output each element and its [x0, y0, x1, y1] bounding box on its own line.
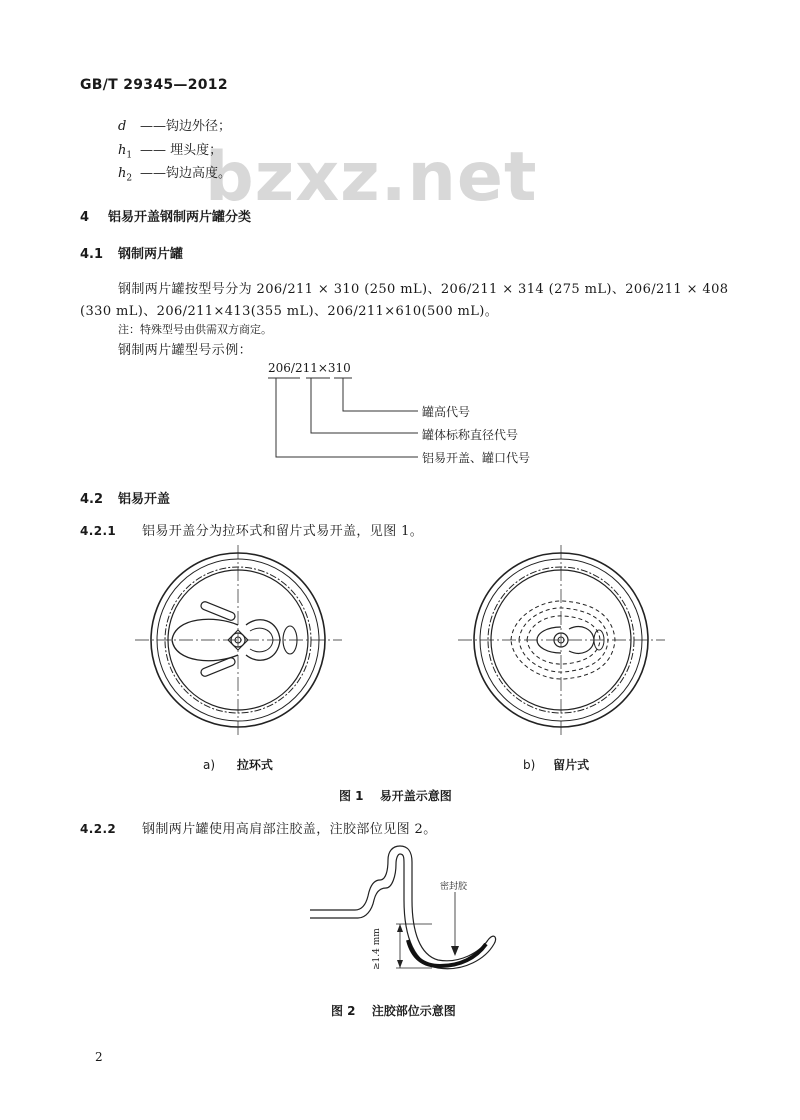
figure-1a-label: a) 拉环式 [203, 758, 273, 772]
seal-label: 密封胶 [440, 882, 468, 892]
code-label-diameter: 罐体标称直径代号 [422, 428, 519, 442]
legend-desc: ——钩边外径； [140, 119, 232, 134]
legend-symbol: $h_2$ [118, 166, 133, 184]
section-4-2-2: 4.2.2 钢制两片罐使用高肩部注胶盖，注胶部位见图 2。 [80, 822, 437, 837]
section-4-1-heading: 4.1 钢制两片罐 [80, 247, 184, 262]
legend-desc: —— 埋头度； [140, 143, 223, 158]
standard-number: GB/T 29345—2012 [80, 77, 228, 93]
code-label-lid: 铝易开盖、罐口代号 [422, 451, 531, 465]
code-label-height: 罐高代号 [422, 405, 471, 419]
figure-2-caption: 图 2 注胶部位示意图 [331, 1004, 456, 1018]
watermark: bzxz.net [205, 138, 538, 217]
figure-1a-ring-pull-lid [130, 545, 350, 745]
page-number: 2 [95, 1050, 103, 1064]
legend-symbol: $h_1$ [118, 143, 133, 161]
dimension-label: ≥1.4 mm [372, 928, 382, 970]
figure-2-seal-cross-section [300, 840, 520, 990]
section-4-heading: 4 铝易开盖钢制两片罐分类 [80, 210, 252, 225]
section-4-1-para-line1: 钢制两片罐按型号分为 206/211 × 310 (250 mL)、206/211 × 314 (275 mL)、206/211 × 408 [118, 282, 729, 297]
section-4-1-para-line2: (330 mL)、206/211×413(355 mL)、206/211×610(500 mL)。 [80, 304, 499, 319]
note: 注：特殊型号由供需双方商定。 [118, 323, 272, 336]
figure-1b-stay-on-tab-lid [453, 545, 673, 745]
section-4-2-1: 4.2.1 铝易开盖分为拉环式和留片式易开盖，见图 1。 [80, 524, 424, 539]
example-code: 206/211×310 [268, 361, 351, 375]
section-4-2-heading: 4.2 铝易开盖 [80, 492, 171, 507]
figure-1-caption: 图 1 易开盖示意图 [339, 789, 452, 803]
legend-desc: ——钩边高度。 [140, 166, 232, 181]
example-label: 钢制两片罐型号示例： [118, 343, 253, 358]
legend-symbol: d [118, 119, 127, 134]
figure-1b-label: b) 留片式 [523, 758, 590, 772]
